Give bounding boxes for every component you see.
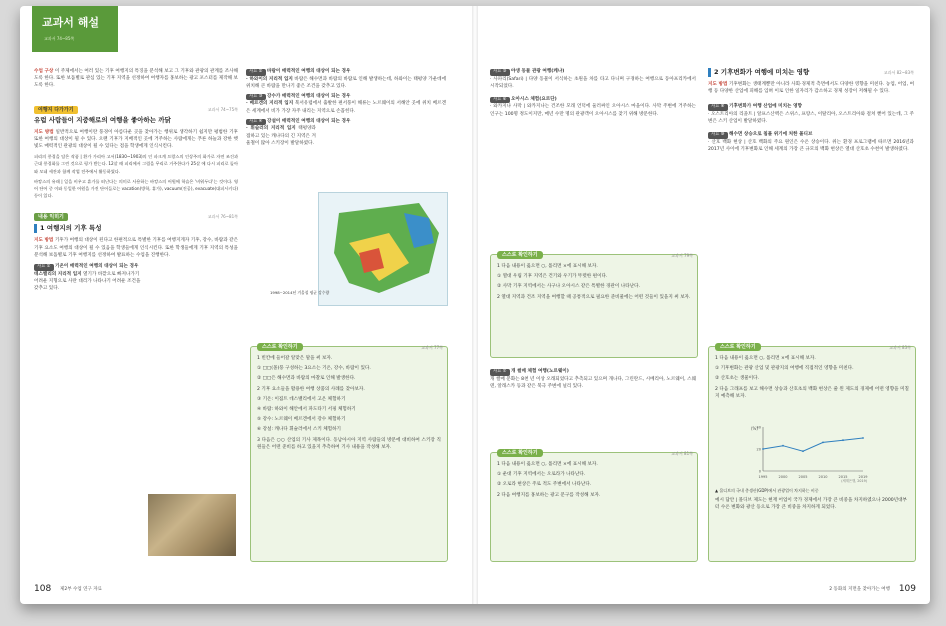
climate-change-header [708, 68, 914, 77]
sec-title: 기후변화가 여행에 미치는 영향 [720, 68, 810, 76]
r1-title: 바람이 매력적인 여행의 대상이 되는 경우 [267, 69, 351, 74]
self-check-box-4 [708, 346, 916, 562]
resource-9 [708, 131, 914, 139]
resource-7 [490, 368, 696, 376]
box1-title: 기온이 매력적인 여행의 대상이 되는 경우 [55, 264, 139, 270]
q2-item: ① 열대 우림 기후 지역은 건기와 우기가 뚜렷한 편이다. [497, 274, 608, 280]
left-column-2 [246, 68, 446, 150]
resource-7-block [490, 368, 696, 393]
q3-pages: 교과서 81쪽 [671, 451, 693, 456]
self-check-box-1 [250, 346, 448, 562]
chart-ylabel: (%) [751, 426, 758, 431]
self-check-box-2 [490, 254, 698, 358]
r1-body [246, 76, 446, 90]
q4-item: ② 산호초는 생물이다. [715, 376, 760, 382]
r9-text: · 산호 백화 현상 | 산호 백화의 주요 원인은 수온 상승이다. 위는 환경 프로그램에 따르면 2016년과 2017년 사이에 기후변화로 인해 세계의 가장 큰 규모의 백화 현상은 열대 산호초 수천이 발생하였다. [708, 139, 914, 153]
footer-right: 2 동화의 지면을 찾아가는 여행 [829, 587, 890, 592]
sec-text: 기후변화는 생태계뿐만 아니라 사회·경제적 측면에서도 다양한 영향을 미친다. 농업, 어업, 여행 등 다양한 산업에 피해를 입혀 이로 인한 일자리가 감소하고 경제 성장이 저해될 수 있다. [708, 82, 915, 95]
box1-body [34, 271, 144, 293]
chart-x-tick: 1995 [758, 475, 768, 479]
q1-item: ⑤ 강수: 노르웨이 베르겐에서 강수 체험하기 [257, 417, 346, 423]
q1-item: 1 빈칸에 들어갈 알맞은 말을 써 보자. [257, 356, 333, 361]
chart-point [762, 448, 764, 450]
q2-pages: 교과서 79쪽 [671, 253, 693, 258]
q4-item: ① 기후변화는 관광 산업 및 관광지의 여행에 직접적인 영향을 미친다. [715, 366, 854, 372]
q3-item: ② 오로라 현상은 주로 적도 주변에서 나타난다. [497, 482, 592, 488]
sec1-bullet-1: 피리의 풍경을 담은 작품 | 환가 가리아 고서(1830~1903)의 인 파크계 프랑스의 인상주의 화가로 자연 조건과 근대 풍경화를 그린 것으로 평가 받는다. 12살 때 피리에서 그림을 무리로 거주한다가 25살 에 다시 피리로 돌아와 모네 세잔과 함께 작업 전주에서 활동하였다. [34, 154, 238, 174]
textbook-spread [20, 6, 930, 604]
resource-5 [490, 68, 696, 76]
page-number-right: 109 [898, 584, 916, 594]
sec2-paragraph [34, 237, 238, 259]
left-column [34, 68, 238, 292]
box1-badge: 자료 ① [34, 264, 54, 271]
chart-source: (세계은행, 2019) [841, 479, 867, 483]
canada-snow-map [318, 192, 448, 306]
r2-badge: 자료 ③ [246, 94, 266, 101]
q1-item: 3 다음은 ○○ 산업의 기사 제목이다. 동남아시아 지역 사람들의 방문에 대비하여 스키장 직원들은 어떤 준비를 하고 있을지 추측하여 기사 내용을 작성해 보자. [257, 437, 441, 450]
box1 [34, 263, 238, 292]
r6-badge: 자료 ⑥ [490, 97, 510, 104]
tab-title: 교과서 해설 [42, 16, 99, 29]
sec1-pages: 교과서 74~75쪽 [207, 106, 238, 112]
map-graphic [319, 193, 447, 305]
footer-left: 제2부 수업 연구 자료 [60, 587, 102, 592]
q1-item: ② □□은 해수면과 바람의 마찰로 인해 발생한다. [257, 376, 356, 382]
tab-subtitle: 교과서 74~85쪽 [44, 36, 75, 41]
chart-point [802, 450, 804, 452]
q4-item: 2 다음 그래프를 보고 해수면 상승과 산호초의 백화 현상은 줄 왼 제도의 경제에 어떤 영향을 미칠지 예측해 보자. [715, 386, 909, 399]
resource-3 [246, 93, 446, 101]
q3-item: 1 다음 내용이 옳으면 ○, 틀리면 ×에 표시해 보자. [497, 462, 598, 467]
q4-pages: 교과서 83쪽 [889, 345, 911, 350]
r1-text: 바람은 해수면과 바람의 바람로 인해 발생하는데, 하와이는 태평양 가운데에 위치해 큰 바람을 만나기 좋은 조건을 갖추고 있다. [246, 76, 447, 89]
r1-sub: · 하와이의 지리적 입지 [246, 76, 293, 82]
q1-list [257, 355, 441, 454]
box1-sub: 데스밸리의 지리적 입지 [34, 271, 82, 277]
resource-4 [246, 118, 446, 126]
r3-title: 강설이 매력적인 여행의 대상이 되는 경우 [267, 118, 351, 124]
climate-change-paragraph [708, 81, 914, 95]
page-number-left: 108 [34, 584, 52, 594]
top-title: 야생 동물 관광 여행(케냐) [511, 69, 565, 74]
sec2-label: 지도 방법 [34, 238, 54, 244]
book-spine [472, 6, 478, 604]
chart-point [862, 437, 864, 439]
q2-item: ② 사막 기후 지역에서는 사구나 오아시스 같은 특별한 경관이 나타난다. [497, 284, 640, 290]
r2-body [246, 100, 446, 114]
sec2-title-bar [34, 224, 238, 233]
right-page-column-2 [708, 68, 914, 156]
q1-pages: 교과서 77쪽 [421, 345, 443, 350]
r2-title: 강수가 매력적인 여행의 대상이 되는 경우 [267, 93, 351, 99]
sec2-num: 1 [40, 224, 45, 233]
q2-item: 1 다음 내용이 옳으면 ○, 틀리면 ×에 표시해 보자. [497, 264, 598, 269]
sec2-pages: 교과서 76~81쪽 [207, 214, 238, 220]
q3-head: 스스로 확인하기 [497, 449, 543, 457]
r6-title: 오아시스 체험(요르단) [511, 96, 557, 102]
q1-item: ① □□(몰)풍 구성하는 3요소는 기온, 강수, 바람이 있다. [257, 366, 371, 372]
r3-badge: 자료 ④ [246, 119, 266, 126]
chart-x-tick: 2000 [778, 475, 788, 479]
q4-item: 1 다음 내용이 옳으면 ○, 틀리면 ×에 표시해 보자. [715, 356, 816, 361]
resource-6 [490, 96, 696, 104]
r8-badge: 자료 ⑧ [708, 104, 728, 111]
chart-y-tick: 40 [756, 425, 761, 430]
intro-paragraph [34, 68, 238, 90]
r7-text: 개 썰매 문화는 8천 년 이상 오래되었다고 추측되고 있으며 개나다, 그린란드, 시베리아, 노르웨이, 스웨덴, 알래스카 등과 같은 북극 주변에 널리 있다. [490, 376, 696, 389]
right-page-column-1 [490, 68, 696, 121]
sec2-title: 여행지의 기후 특성 [46, 224, 102, 233]
q1-item: ④ 바람: 하와이 해안에서 파도타기 서핑 체험하기 [257, 407, 356, 413]
chart-y-tick: 20 [756, 447, 761, 452]
q3-list [497, 461, 691, 502]
chart-x-tick: 2019 [858, 475, 868, 479]
q1-item: 2 기후 요소들을 활용한 여행 상품의 사례를 찾아보자. [257, 386, 365, 392]
chart-x-tick: 2005 [798, 475, 808, 479]
sec2-header [34, 213, 238, 221]
q1-head: 스스로 확인하기 [257, 343, 303, 351]
chart-note: ▲ 몰디브의 국내 총생산(GDP)에서 관광업이 차지하는 비중 [715, 488, 819, 493]
self-check-box-3 [490, 452, 698, 562]
r7-title: 개 썰매 체험 여행(노르웨이) [511, 369, 569, 374]
r7-badge: 자료 ⑦ [490, 369, 510, 376]
chart-x-tick: 2010 [818, 475, 828, 479]
r3-body [246, 125, 316, 147]
example-answer: 예시 답안 | 몰디브 제도는 현재 어업이 국가 경제에서 가장 큰 비중을 차지하였으나 2000년대부터 수온 변화와 광산 등으로 가장 큰 비중을 차지하게 되었다. [715, 498, 907, 511]
r9-title: 해수면 상승으로 침몰 위기에 처한 몰디브 [729, 132, 813, 138]
r2-text: 북서유럽에서 출발한 편서풍이 해류는 노르웨이의 서해안 곳에 위치 베르겐은 세계에서 비가 가장 자주 내리는 지역으로 손꼽힌다. [246, 101, 447, 114]
sec-pages: 교과서 82~83쪽 [883, 69, 914, 75]
sec1-text: 일반적으로 여행이란 풍경이 아름다운 곳을 찾아가는 행위로 생각하기 쉽지만 평범한 기후 또한 여행의 대상이 될 수 있다. 오랜 기후가 지배적인 곳에 거주하는 사람에게는 푸른 하늘과 강한 햇빛도 매력적인 관광의 대상이 될 수 있다는 점을 학생에게 인식시킨다. [34, 129, 238, 150]
chapter-tab [32, 6, 118, 52]
box1-text: 열기가 바깥으로 빠져나가기 어려운 지형으로 사란 대리가 나타나기 어려운 조건을 갖추고 있다. [34, 271, 141, 291]
intro-text: 이 주제에서는 여러 있는 기후 여행지의 특징을 분석해 보고 그 기후와 관광의 관계를 조사해도록 한다. 또한 보돔별로 관심 있는 기후 지역을 선정하여 여행자를 홍보하는 광고 포스터를 제작해 보도록 한다. [34, 69, 239, 89]
chart-series-line [763, 438, 863, 451]
r3-sub: · 휘슬러의 지리적 입지 [246, 126, 296, 132]
chart-x-tick: 2015 [838, 475, 848, 479]
r2-sub: · 베르겐의 지리적 입지 [246, 101, 294, 107]
sec1-label: 지도 방법 [34, 129, 54, 135]
q3-item: 2 다음 여행지를 홍보하는 광고 문구를 작성해 보자. [497, 492, 601, 498]
chart-point [842, 439, 844, 441]
q2-list [497, 263, 691, 304]
r8-title: 기후변화가 여행 산업에 미치는 영향 [729, 104, 802, 110]
sec-num: 2 [714, 68, 719, 76]
q2-head: 스스로 확인하기 [497, 251, 543, 259]
q2-item: 2 열대 지역과 건조 지역을 여행할 때 공통적으로 필요한 준비물에는 어떤 것들이 있을지 써 보자. [497, 294, 691, 300]
sec2-pill: 내용 익히기 [34, 213, 68, 221]
sec1-title: 유럽 사람들이 지중해로의 여행을 좋아하는 까닭 [34, 115, 171, 124]
chart-point [782, 445, 784, 447]
map-caption: 1998~2014년 겨울철 평균 강수량 [270, 290, 330, 295]
r8-text: · 오스트리아의 리졸트 | 알프스산맥은 스위스, 프랑스, 이탈리아, 오스트리아와 걸쳐 뻗어 있는데, 그 주변은 스키 산업이 발달하였다. [708, 111, 914, 125]
top-text: · 사파리(Safari) | 다양 동물이 서식하는 초원을 차를 타고 다니며 구경하는 여행으로 동아프리카에서 시작되었다. [490, 76, 696, 89]
chart-y-tick: 0 [758, 469, 761, 474]
sec1-paragraph [34, 129, 238, 151]
q1-item: ⑥ 강설: 캐나다 휘슬러에서 스키 체험하기 [257, 427, 341, 433]
intro-label: 수업 구상 [34, 69, 54, 74]
sec-label: 지도 방법 [708, 82, 728, 87]
sec1-header [34, 106, 238, 114]
r1-badge: 자료 ② [246, 69, 266, 76]
r6-text: · 와카지나 사막 | 와카지나는 건조한 모래 언덕에 둘러싸인 오아시스 마을이다. 사막 주변에 거주하는 인구는 100명 정도이지만, 매년 수만 명의 관광객이 오아시스를 찾기 위해 방문한다. [490, 104, 696, 117]
sec2-text: 기후가 여행의 대상이 된다고 한편적으로 특별한 기후를 여행지게자 기후, 강수, 바람과 같은 기후 요소도 여행의 대상이 될 수 있음을 학생들에게 인식시킨다. 또한 학생들에게 기후 지역의 특성을 분석해 보돔별로 기후 여행지를 선정하여 발표하는 수업을 진행한다. [34, 238, 239, 258]
top-badge: 자료 ⑤ [490, 69, 510, 76]
q4-head: 스스로 확인하기 [715, 343, 761, 351]
q1-item: ③ 기온: 이집트 데스밸리에서 고온 체험하기 [257, 396, 346, 402]
sec1-pill: 여행지 다가가기 [34, 106, 78, 114]
resource-8 [708, 103, 914, 111]
q3-item: ① 운대 기후 지역에서는 오로라가 나타난다. [497, 472, 586, 478]
gdp-chart [749, 421, 869, 483]
sec-title-bar [708, 68, 809, 77]
q4-list [715, 355, 909, 403]
death-valley-photo [148, 494, 236, 556]
sec1-bullet-2: 바캉스의 유래 | 일을 비우고 휴가를 떠난다는 의미로 사용하는 바캉스의 어원에 학습은 '비워두다'는 것이다. 영어 단어 중 이와 동일한 어원을 가진 단어들로는 vacation(방학, 휴가), vacuum(진공), evacuate(대피시키다) 등이 있다. [34, 178, 238, 199]
r9-badge: 자료 ⑨ [708, 132, 728, 139]
r3-text: 태평양과 접하고 있는 캐나다의 긴 지역은 겨울철이 많아 스키장이 발달하였다. [246, 126, 316, 146]
chart-point [822, 442, 824, 444]
resource-2 [246, 68, 446, 76]
